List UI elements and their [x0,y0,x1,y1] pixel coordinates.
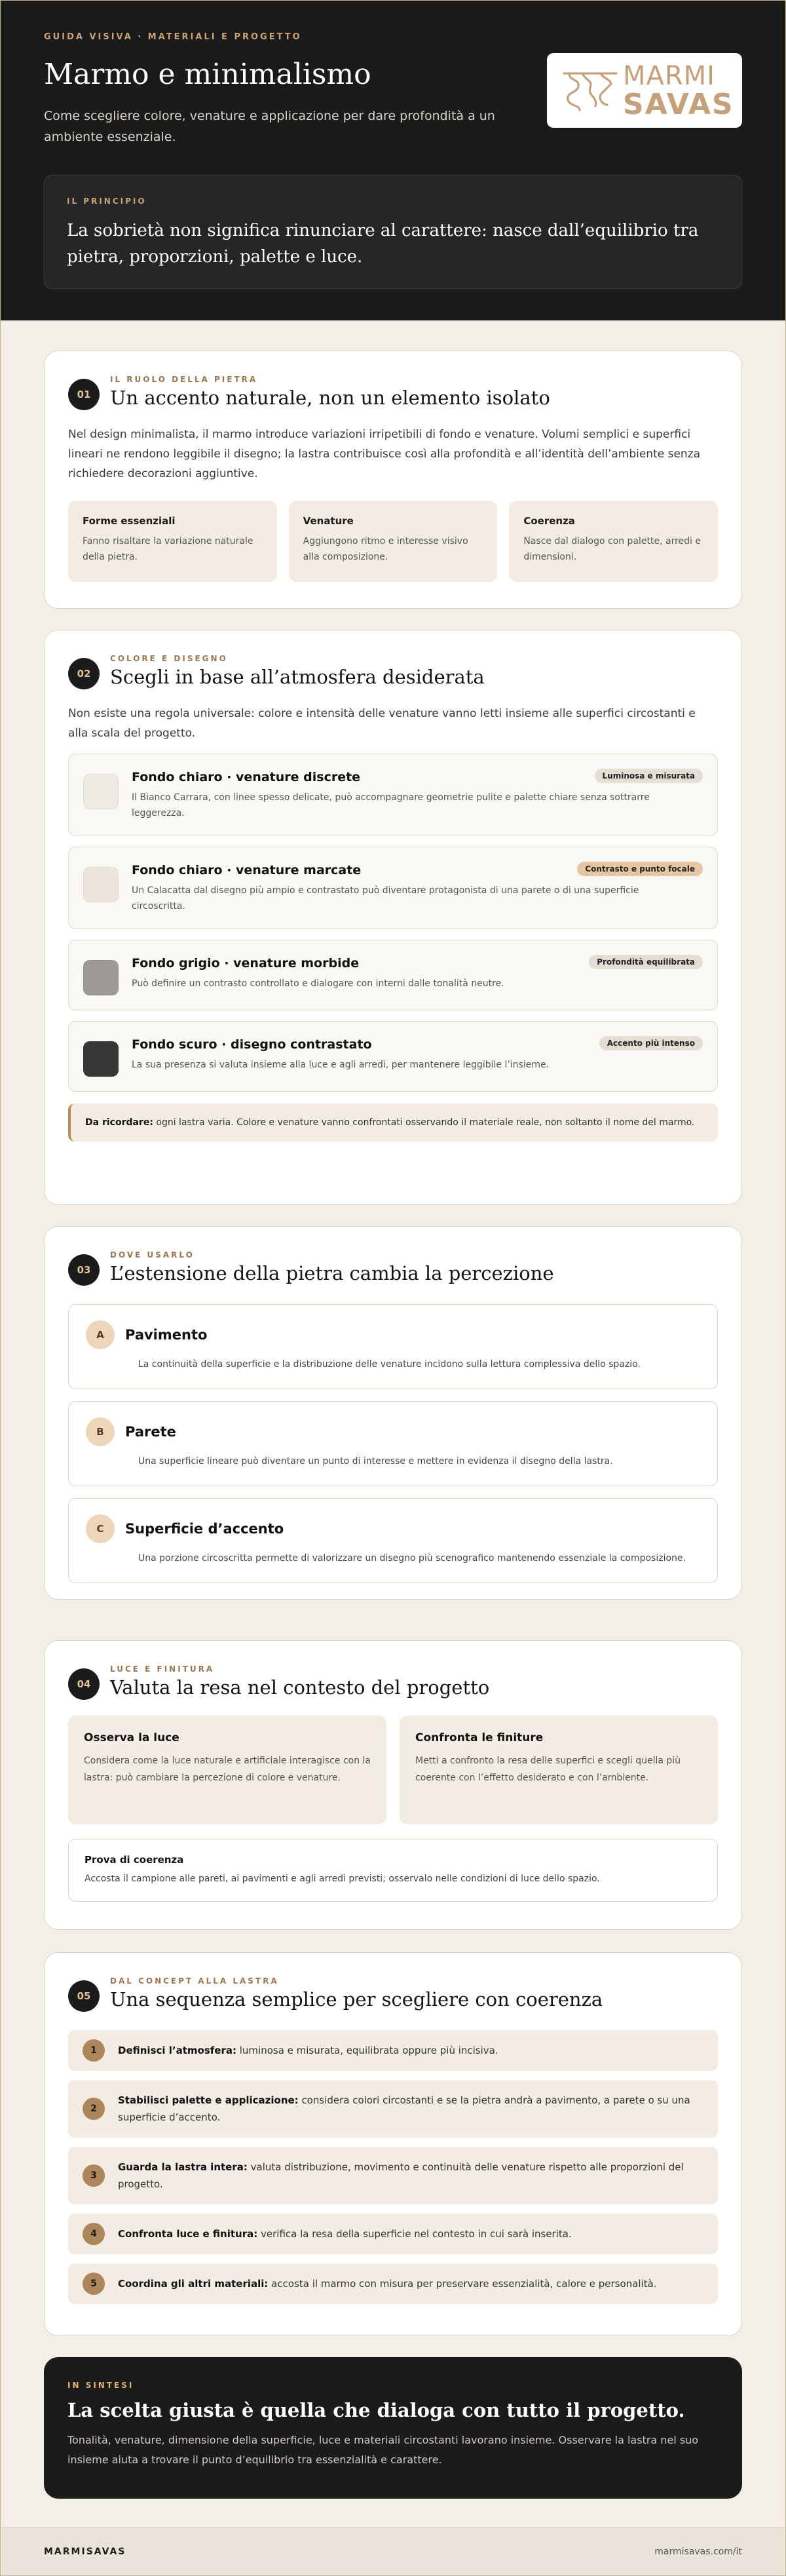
summary-title: La scelta giusta è quella che dialoga con tutto il progetto. [67,2399,685,2421]
reminder-note [68,1104,718,1142]
note-label: Da ricordare: [85,1117,153,1128]
option-text: Un Calacatta dal disegno più ampio e contrastato può diventare protagonista di una parete o di una superficie circoscritta. [132,885,639,912]
logo-line2: SAVAS [623,88,734,121]
section-kicker: LUCE E FINITURA [110,1664,215,1674]
marble-option-row [68,940,718,1010]
marble-option-row [68,754,718,836]
mood-badge: Contrasto e punto focale [577,862,703,876]
step-text: verifica la resa della superficie nel contesto in cui sarà inserita. [257,2228,572,2240]
section-kicker: DOVE USARLO [110,1250,195,1259]
step-number: 5 [83,2273,105,2295]
section-colour-and-pattern [44,630,742,1205]
section-light-and-finish [44,1640,742,1930]
step-number: 4 [83,2223,105,2245]
summary-text: Tonalità, venature, dimensione della superficie, luce e materiali circostanti lavorano insieme. Osservare la lastra nel suo insieme aiuta a trovare il punto d’equilibrio tra essenzialità e carattere. [67,2434,699,2466]
section-number: 04 [68,1668,100,1700]
marble-swatch [83,1041,119,1077]
marble-swatch [83,960,119,995]
section-number: 05 [68,1980,100,2012]
tile-text: Fanno risaltare la variazione naturale della pietra. [83,536,253,562]
section-where-to-use [44,1226,742,1600]
step-number: 1 [83,2039,105,2062]
advice-title: Osserva la luce [84,1731,179,1744]
tile-title: Forme essenziali [83,515,176,527]
section-title: Scegli in base all’atmosfera desiderata [110,666,485,688]
step-text: accosta il marmo con misura per preservare essenzialità, calore e personalità. [268,2278,657,2290]
tile-text: Aggiungono ritmo e interesse visivo alla composizione. [303,536,468,562]
process-step [68,2080,718,2138]
application-letter: C [86,1514,115,1543]
mood-badge: Accento più intenso [599,1036,703,1050]
summary-eyebrow: IN SINTESI [67,2381,134,2390]
section-concept-to-slab [44,1952,742,2336]
coherence-test-text: Accosta il campione alle pareti, ai pavimenti e agli arredi previsti; osservalo nelle condizioni di luce dello spazio. [84,1874,600,1884]
principle-text: La sobrietà non significa rinunciare al carattere: nasce dall’equilibrio tra pietra, proporzioni, palette e luce. [67,221,699,267]
application-letter: B [86,1417,115,1446]
advice-box [400,1716,718,1824]
application-text: La continuità della superficie e la distribuzione delle venature incidono sulla lettura complessiva dello spazio. [138,1359,641,1370]
section-role-of-stone [44,351,742,609]
summary-callout [44,2357,742,2499]
logo-wordmark [623,62,734,119]
advice-text: Metti a confronto la resa delle superfici e scegli quella più coerente con l’effetto desiderato e con l’ambiente. [415,1756,681,1783]
process-step [68,2147,718,2204]
marble-swatch [83,774,119,809]
logo-line1: MARMI [623,61,715,91]
advice-grid [68,1716,718,1824]
advice-box [68,1716,386,1824]
option-title: Fondo chiaro · venature discrete [132,770,361,784]
application-title: Parete [125,1424,176,1440]
option-text: Può definire un contrasto controllato e dialogare con interni dalle tonalità neutre. [132,978,504,989]
step-label: Definisci l’atmosfera: [118,2045,236,2056]
page-title: Marmo e minimalismo [44,58,371,91]
section-number: 03 [68,1254,100,1286]
option-title: Fondo chiaro · venature marcate [132,863,362,877]
section-title: Una sequenza semplice per scegliere con coerenza [110,1988,603,2010]
tile-title: Coerenza [523,515,575,527]
process-step [68,2214,718,2254]
marble-option-row [68,1021,718,1092]
hero-header [1,1,785,320]
principle-callout [44,175,742,289]
feature-tile [289,501,498,582]
tile-text: Nasce dal dialogo con palette, arredi e dimensioni. [523,536,702,562]
section-header [68,1250,718,1286]
section-header [68,1664,718,1700]
step-label: Guarda la lastra intera: [118,2161,248,2173]
section-body: Nel design minimalista, il marmo introduce variazioni irripetibili di fondo e venature. Volumi semplici e superfici lineari ne rendono leggibile il disegno; la lastra contribuisce così alla profondità e all’identità dell’ambiente senza richiedere decorazioni aggiuntive. [68,428,701,480]
section-header [68,375,718,410]
section-header [68,654,718,689]
process-step [68,2030,718,2071]
application-text: Una superficie lineare può diventare un punto di interesse e mettere in evidenza il disegno della lastra. [138,1456,613,1467]
option-title: Fondo scuro · disegno contrastato [132,1037,372,1052]
option-text: Il Bianco Carrara, con linee spesso delicate, può accompagnare geometrie pulite e palette chiare senza sottrarre leggerezza. [132,792,650,818]
section-kicker: DAL CONCEPT ALLA LASTRA [110,1976,279,1986]
section-number: 02 [68,658,100,689]
application-title: Superficie d’accento [125,1521,284,1537]
footer-website-link[interactable]: marmisavas.com/it [654,2546,742,2557]
coherence-test [68,1839,718,1902]
option-text: La sua presenza si valuta insieme alla luce e agli arredi, per mantenere leggibile l’insieme. [132,1060,550,1070]
mood-badge: Profondità equilibrata [589,955,703,969]
hero-eyebrow: GUIDA VISIVA · MATERIALI E PROGETTO [44,32,302,42]
step-label: Confronta luce e finitura: [118,2228,258,2240]
application-row [68,1498,718,1583]
advice-title: Confronta le finiture [415,1731,544,1744]
section-kicker: IL RUOLO DELLA PIETRA [110,375,258,384]
principle-eyebrow: IL PRINCIPIO [67,197,147,206]
application-letter: A [86,1320,115,1349]
marble-swatch [83,867,119,902]
section-title: Un accento naturale, non un elemento isolato [110,387,550,409]
step-label: Stabilisci palette e applicazione: [118,2094,299,2106]
coherence-test-title: Prova di coerenza [84,1854,184,1866]
section-header [68,1976,718,2012]
step-text: considera colori circostanti e se la pietra andrà a pavimento, a parete o su una superficie d’accento. [118,2094,690,2123]
section-number: 01 [68,379,100,410]
advice-text: Considera come la luce naturale e artificiale interagisce con la lastra: può cambiare la percezione di colore e venature. [84,1756,371,1783]
step-label: Coordina gli altri materiali: [118,2278,269,2290]
section-title: Valuta la resa nel contesto del progetto [110,1676,490,1699]
step-number: 2 [83,2098,105,2120]
process-step [68,2263,718,2304]
step-text: valuta distribuzione, movimento e continuità delle venature rispetto alle proporzioni del progetto. [118,2161,684,2190]
feature-tile [68,501,277,582]
step-text: luminosa e misurata, equilibrata oppure più incisiva. [236,2045,498,2056]
footer [1,2527,785,2575]
step-number: 3 [83,2164,105,2187]
page-subtitle: Come scegliere colore, venature e applicazione per dare profondità a un ambiente essenziale. [44,109,495,144]
section-title: L’estensione della pietra cambia la percezione [110,1262,554,1284]
feature-tile [509,501,718,582]
application-text: Una porzione circoscritta permette di valorizzare un disegno più scenografico mantenendo essenziale la composizione. [138,1553,686,1564]
feature-tiles [68,501,718,582]
application-row [68,1401,718,1486]
note-text: ogni lastra varia. Colore e venature vanno confrontati osservando il materiale reale, non soltanto il nome del marmo. [153,1117,695,1128]
footer-brand: MARMISAVAS [44,2546,126,2557]
mood-badge: Luminosa e misurata [595,769,703,783]
option-title: Fondo grigio · venature morbide [132,956,360,971]
section-kicker: COLORE E DISEGNO [110,654,228,663]
section-body: Non esiste una regola universale: colore e intensità delle venature vanno letti insieme alle superfici circostanti e alla scala del progetto. [68,707,696,740]
marble-logo-icon [560,64,620,117]
marble-option-row [68,847,718,929]
application-title: Pavimento [125,1327,208,1343]
tile-title: Venature [303,515,354,527]
application-row [68,1304,718,1389]
brand-logo[interactable] [547,53,742,128]
